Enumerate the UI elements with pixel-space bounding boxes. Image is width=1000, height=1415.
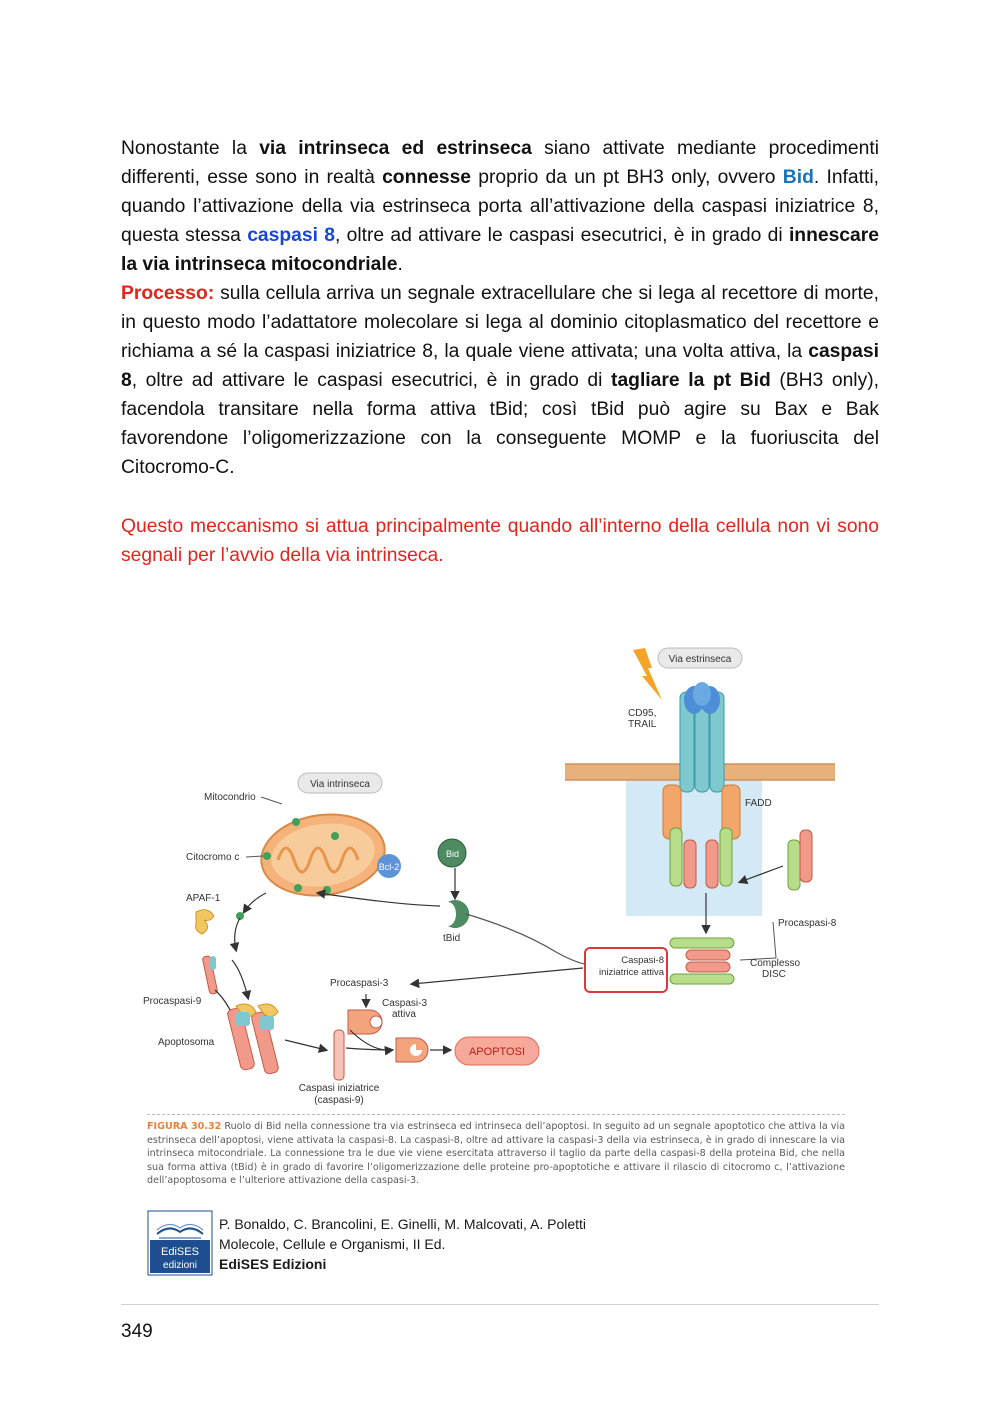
bid-protein — [438, 839, 466, 867]
procaspasi-8-shape — [778, 830, 837, 929]
authors: P. Bonaldo, C. Brancolini, E. Ginelli, M. Malcovati, A. Poletti — [219, 1216, 587, 1232]
book-credits — [147, 1210, 667, 1276]
svg-text:iniziatrice attiva: iniziatrice attiva — [599, 967, 664, 978]
caspasi-9-label: (caspasi-9) — [314, 1095, 364, 1106]
complesso-label: Complesso — [750, 958, 801, 969]
text-span: . Infatti, quando l’attivazione della via estrinseca porta all’attivazione della caspasi iniziatrice 8, questa stessa — [121, 167, 879, 246]
paragraph-intro — [121, 134, 879, 279]
tbid-label: tBid — [443, 933, 461, 944]
via-estrinseca-badge — [658, 648, 742, 668]
body-text — [121, 134, 879, 482]
caspasi-3-label: Caspasi-3 — [382, 998, 428, 1009]
apaf1-icon — [196, 910, 214, 934]
trail-label: TRAIL — [628, 719, 657, 730]
text-span: Nonostante la — [121, 138, 260, 159]
caption-text: Ruolo di Bid nella connessione tra via estrinseca ed intrinseca dell’apoptosi. In seguito ad un segnale apoptotico che attiva la via estrinseca dell’apoptosi, viene attivata la caspasi-8. La caspasi-8, oltre ad attivare la caspasi-3 della via estrinseca, è in grado di innescare la via intrinseca mitocondriale. La connessione tra le due vie viene esercitata attraverso il taglio da parte della caspasi-8 della proteina Bid, che nella sua forma attiva (tBid) è in grado di favorire l’oligomerizzazione delle proteine pro-apoptotiche e attivare il rilascio di citocromo c, l’attivazione dell’apoptosoma e l’ulteriore attivazione della caspasi-3. — [147, 1121, 845, 1187]
mitochondrion — [256, 807, 401, 903]
procaspasi-8-label: Procaspasi-8 — [778, 918, 837, 929]
paragraph-process — [121, 279, 879, 482]
text-span: . — [397, 254, 403, 275]
highlight-bid: Bid — [782, 167, 814, 188]
footer-divider — [121, 1304, 879, 1305]
svg-text:Via intrinseca: Via intrinseca — [310, 779, 370, 790]
citocromo-label: Citocromo c — [186, 852, 240, 863]
figure-caption — [147, 1114, 845, 1188]
caspasi-3-attiva-label: attiva — [392, 1009, 416, 1020]
text-span: proprio da un pt BH3 only, ovvero — [471, 167, 783, 188]
caspasi-9-shape — [334, 1030, 344, 1080]
svg-text:edizioni: edizioni — [163, 1260, 197, 1271]
procaspasi-9-shape — [202, 956, 218, 995]
procaspasi-3-label: Procaspasi-3 — [330, 978, 389, 989]
process-label: Processo: — [121, 283, 215, 304]
caspasi-8-active-shape — [670, 938, 734, 984]
lightning-icon — [633, 648, 662, 700]
text-span: (BH3 only), facendola transitare nella forma attiva tBid; così tBid può agire su Bax e Bak favorendone l’oligomerizzazione con la conseguente MOMP e la fuoriuscita del Citocromo-C. — [121, 370, 879, 478]
bcl2-label: Bcl-2 — [378, 862, 400, 872]
bold-term: innescare la via intrinseca mitocondriale — [121, 225, 879, 275]
red-note: Questo meccanismo si attua principalmente quando all’interno della cellula non vi sono segnali per l’avvio della via intrinseca. — [121, 516, 879, 566]
text-span: sulla cellula arriva un segnale extracellulare che si lega al recettore di morte, in questo modo l’adattatore molecolare si lega al dominio citoplasmatico del recettore e richiama a sé la caspasi iniziatrice 8, la quale viene attivata; una volta attiva, la — [121, 283, 879, 362]
text-span: siano attivate mediante procedimenti differenti, esse sono in realtà — [121, 138, 879, 188]
cd95-label: CD95, — [628, 708, 657, 719]
text-span: , oltre ad attivare le caspasi esecutrici, è in grado di — [131, 370, 612, 391]
caspasi-8-label-box — [585, 948, 667, 992]
disc-label: DISC — [762, 969, 786, 980]
mitocondrio-label: Mitocondrio — [204, 792, 256, 803]
death-receptor — [680, 682, 724, 792]
svg-text:Via estrinseca: Via estrinseca — [668, 654, 732, 665]
bold-term: connesse — [382, 167, 472, 188]
apaf1-label: APAF-1 — [186, 893, 221, 904]
apoptosi-badge — [455, 1037, 539, 1065]
apoptosis-diagram — [140, 630, 850, 1112]
bold-term: caspasi 8 — [121, 341, 879, 391]
caspasi-iniziatrice-label: Caspasi iniziatrice — [298, 1083, 380, 1094]
svg-text:EdiSES: EdiSES — [161, 1246, 199, 1258]
edises-logo — [147, 1210, 213, 1276]
highlight-caspasi-8: caspasi 8 — [247, 225, 335, 246]
svg-text:Bid: Bid — [446, 849, 460, 859]
apoptosome — [227, 1004, 280, 1075]
svg-text:APOPTOSI: APOPTOSI — [468, 1046, 526, 1058]
publisher: EdiSES Edizioni — [219, 1256, 327, 1272]
procaspasi-9-label: Procaspasi-9 — [143, 996, 202, 1007]
figure-label: FIGURA 30.32 — [147, 1121, 222, 1132]
apoptosoma-label: Apoptosoma — [158, 1037, 215, 1048]
bold-term: via intrinseca ed estrinseca — [259, 138, 532, 159]
fadd-label: FADD — [745, 798, 772, 809]
book-title: Molecole, Cellule e Organismi, II Ed. — [219, 1236, 446, 1252]
svg-text:Caspasi-8: Caspasi-8 — [621, 955, 664, 966]
via-intrinseca-badge — [298, 773, 382, 793]
page-number: 349 — [121, 1321, 153, 1342]
bold-term: tagliare la pt Bid — [611, 370, 771, 391]
text-span: , oltre ad attivare le caspasi esecutrici, è in grado di — [334, 225, 789, 246]
